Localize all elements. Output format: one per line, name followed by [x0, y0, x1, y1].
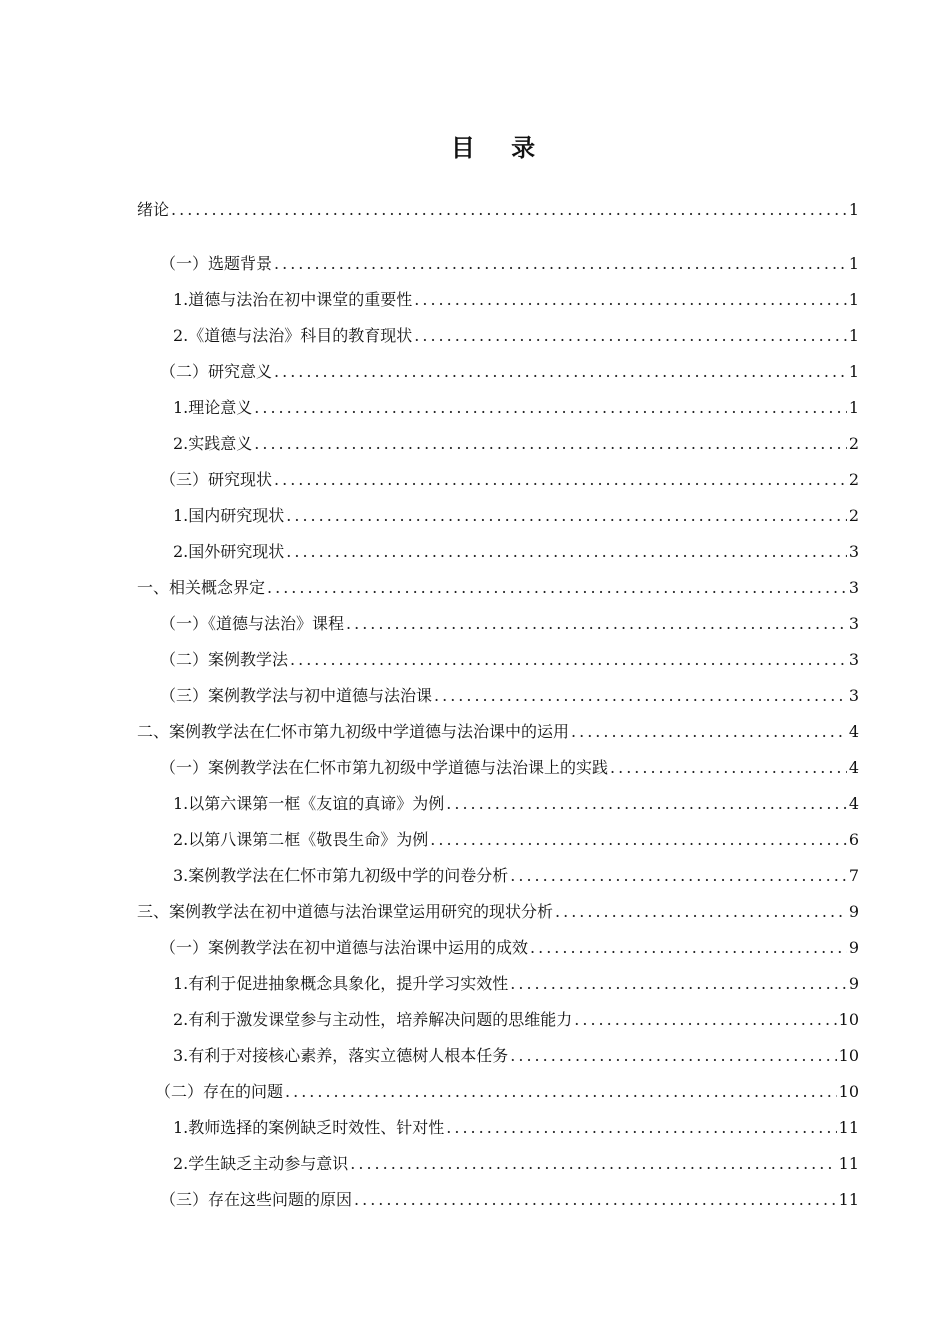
toc-entry[interactable]	[173, 1152, 859, 1176]
toc-page-number: 9	[848, 938, 859, 957]
toc-page-number: 1	[848, 326, 859, 345]
toc-leader-dots	[446, 1116, 836, 1140]
toc-entry-title: 3.有利于对接核心素养，落实立德树人根本任务	[173, 1046, 509, 1065]
toc-page-number: 2	[848, 506, 859, 525]
toc-entry-title: 2.学生缺乏主动参与意识	[173, 1154, 349, 1173]
toc-page-number: 2	[848, 470, 859, 489]
toc-leader-dots	[354, 1188, 837, 1212]
toc-entry-title: （二）存在的问题	[155, 1082, 284, 1101]
toc-leader-dots	[285, 1080, 837, 1104]
toc-leader-dots	[267, 576, 847, 600]
toc-entry[interactable]	[160, 612, 859, 636]
toc-entry[interactable]	[173, 1116, 859, 1140]
toc-entry-title: 三、案例教学法在初中道德与法治课堂运用研究的现状分析	[137, 902, 554, 921]
toc-entry[interactable]	[173, 1008, 859, 1032]
toc-entry-title: 绪论	[137, 200, 170, 219]
toc-entry-title: 1.道德与法治在初中课堂的重要性	[173, 290, 413, 309]
toc-entry[interactable]	[137, 576, 859, 600]
toc-page-number: 1	[848, 200, 859, 219]
toc-entry[interactable]	[160, 252, 859, 276]
toc-leader-dots	[530, 936, 847, 960]
toc-entry-title: （三）研究现状	[160, 470, 273, 489]
toc-page-number: 3	[848, 614, 859, 633]
toc-entry-title: （一）《道德与法治》课程	[160, 614, 345, 633]
toc-page-number: 3	[848, 686, 859, 705]
toc-entry-title: （二）研究意义	[160, 362, 273, 381]
toc-leader-dots	[555, 900, 847, 924]
toc-entry-title: 2.实践意义	[173, 434, 253, 453]
toc-leader-dots	[510, 1044, 836, 1068]
toc-entry-title: 1.有利于促进抽象概念具象化，提升学习实效性	[173, 974, 509, 993]
toc-page-number: 1	[848, 398, 859, 417]
toc-page-number: 4	[848, 794, 859, 813]
toc-entry-title: 一、相关概念界定	[137, 578, 266, 597]
toc-leader-dots	[414, 324, 847, 348]
toc-leader-dots	[571, 720, 847, 744]
toc-page-number: 2	[848, 434, 859, 453]
toc-entry-title: 2.以第八课第二框《敬畏生命》为例	[173, 830, 429, 849]
toc-entry[interactable]	[173, 396, 859, 420]
toc-page-number: 4	[848, 758, 859, 777]
toc-entry-title: 2.国外研究现状	[173, 542, 285, 561]
toc-entry-title: 1.以第六课第一框《友谊的真谛》为例	[173, 794, 445, 813]
toc-entry-title: （一）案例教学法在初中道德与法治课中运用的成效	[160, 938, 529, 957]
toc-entry[interactable]	[137, 720, 859, 744]
toc-leader-dots	[610, 756, 847, 780]
toc-entry[interactable]	[173, 432, 859, 456]
toc-leader-dots	[274, 360, 847, 384]
toc-leader-dots	[414, 288, 847, 312]
toc-entry[interactable]	[160, 648, 859, 672]
toc-page-number: 1	[848, 254, 859, 273]
toc-page-number: 11	[838, 1190, 859, 1209]
toc-entry-title: （一）案例教学法在仁怀市第九初级中学道德与法治课上的实践	[160, 758, 609, 777]
toc-entry[interactable]	[137, 900, 859, 924]
toc-leader-dots	[274, 468, 847, 492]
toc-entry[interactable]	[173, 828, 859, 852]
toc-entry[interactable]	[160, 468, 859, 492]
toc-leader-dots	[274, 252, 847, 276]
toc-page-number: 3	[848, 578, 859, 597]
toc-leader-dots	[510, 972, 847, 996]
toc-entry[interactable]	[160, 936, 859, 960]
toc-page-number: 4	[848, 722, 859, 741]
toc-leader-dots	[434, 684, 847, 708]
toc-leader-dots	[430, 828, 847, 852]
toc-entry[interactable]	[173, 864, 859, 888]
toc-page-number: 6	[848, 830, 859, 849]
toc-entry[interactable]	[137, 198, 859, 222]
toc-entry[interactable]	[173, 1044, 859, 1068]
toc-page-number: 1	[848, 290, 859, 309]
toc-page-number: 11	[838, 1154, 859, 1173]
toc-entry-title: 2.《道德与法治》科目的教育现状	[173, 326, 413, 345]
toc-leader-dots	[254, 396, 847, 420]
toc-entry-title: （一）选题背景	[160, 254, 273, 273]
toc-entry-title: 2.有利于激发课堂参与主动性，培养解决问题的思维能力	[173, 1010, 573, 1029]
toc-page-number: 7	[848, 866, 859, 885]
toc-leader-dots	[254, 432, 847, 456]
toc-page-number: 9	[848, 902, 859, 921]
toc-page-number: 10	[838, 1010, 859, 1029]
toc-entry[interactable]	[160, 684, 859, 708]
toc-entry-title: 3.案例教学法在仁怀市第九初级中学的问卷分析	[173, 866, 509, 885]
toc-entry-title: （三）存在这些问题的原因	[160, 1190, 353, 1209]
toc-entry[interactable]	[173, 540, 859, 564]
toc-page-number: 10	[838, 1082, 859, 1101]
toc-entry-title: 二、案例教学法在仁怀市第九初级中学道德与法治课中的运用	[137, 722, 570, 741]
toc-entry[interactable]	[173, 792, 859, 816]
toc-leader-dots	[510, 864, 847, 888]
toc-entry[interactable]	[173, 324, 859, 348]
toc-leader-dots	[446, 792, 847, 816]
toc-leader-dots	[290, 648, 847, 672]
toc-entry[interactable]	[173, 972, 859, 996]
toc-leader-dots	[350, 1152, 836, 1176]
toc-leader-dots	[574, 1008, 836, 1032]
toc-page-number: 3	[848, 542, 859, 561]
toc-entry-title: 1.理论意义	[173, 398, 253, 417]
toc-entry[interactable]	[160, 756, 859, 780]
toc-entry[interactable]	[155, 1080, 859, 1104]
toc-entry-title: （三）案例教学法与初中道德与法治课	[160, 686, 433, 705]
toc-entry-title: （二）案例教学法	[160, 650, 289, 669]
toc-entry-title: 1.教师选择的案例缺乏时效性、针对性	[173, 1118, 445, 1137]
toc-entry-title: 1.国内研究现状	[173, 506, 285, 525]
toc-leader-dots	[171, 198, 847, 222]
toc-page-number: 9	[848, 974, 859, 993]
toc-page-number: 3	[848, 650, 859, 669]
page-title: 目 录	[450, 134, 550, 162]
toc-page-number: 1	[848, 362, 859, 381]
toc-leader-dots	[346, 612, 847, 636]
toc-entry[interactable]	[160, 360, 859, 384]
toc-leader-dots	[286, 540, 847, 564]
toc-leader-dots	[286, 504, 847, 528]
toc-entry[interactable]	[173, 288, 859, 312]
toc-entry[interactable]	[173, 504, 859, 528]
toc-page-number: 11	[838, 1118, 859, 1137]
toc-entry[interactable]	[160, 1188, 859, 1212]
toc-page-number: 10	[838, 1046, 859, 1065]
